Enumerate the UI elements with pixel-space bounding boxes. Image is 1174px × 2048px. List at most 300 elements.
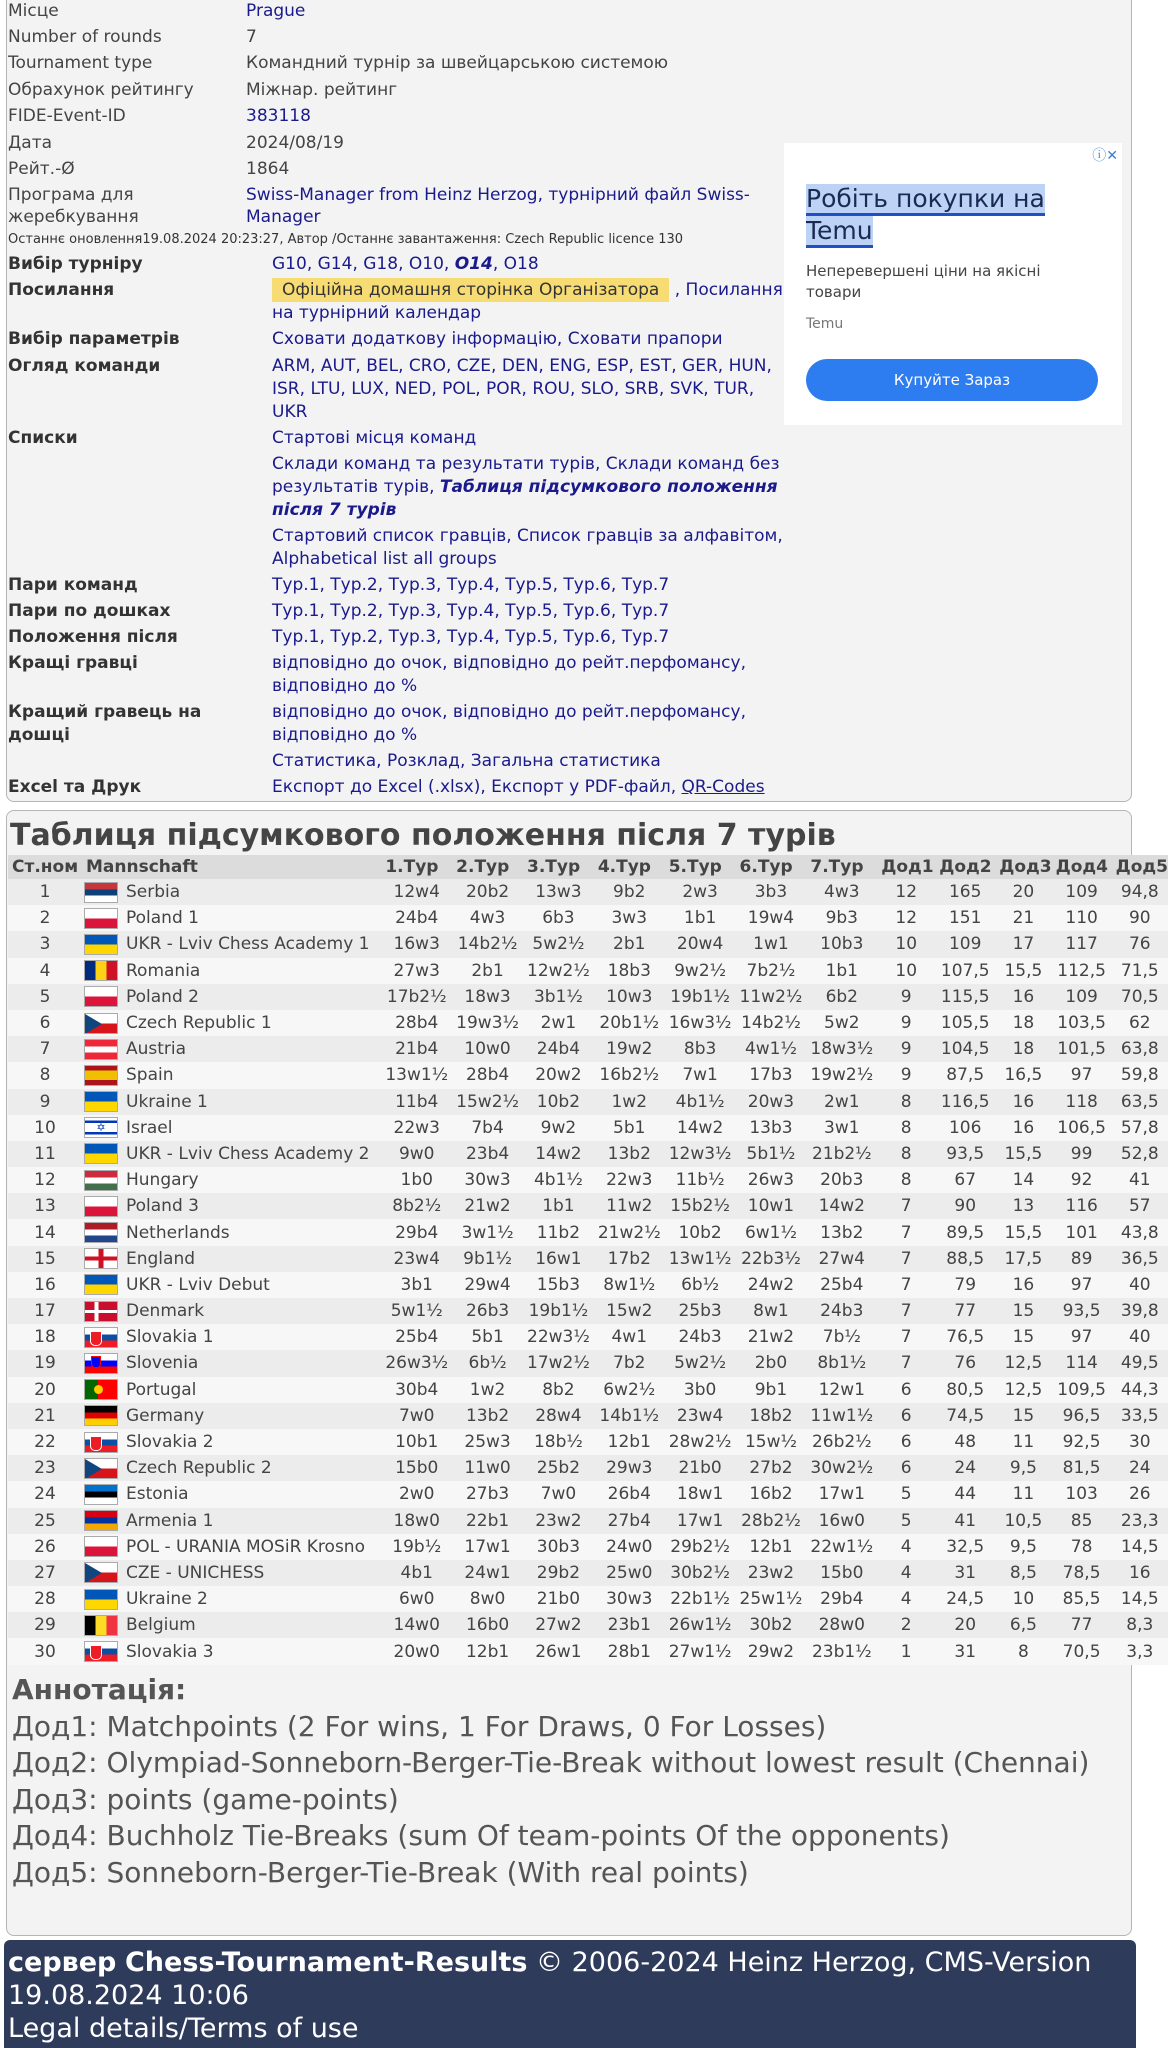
table-cell: 17b2 [594,1246,665,1272]
table-cell: 24 [1112,1455,1168,1481]
table-cell: 28b4 [381,1010,452,1036]
team-link-ger[interactable]: GER [682,356,718,376]
table-cell: 71,5 [1112,958,1168,984]
team-name-link[interactable]: England [122,1246,381,1272]
table-cell: 31 [935,1638,995,1664]
tournament-link-g10[interactable]: G10 [272,254,307,274]
info-key: Рейт.-Ø [8,159,75,179]
alphabetical-player-list-link[interactable]: Список гравців за алфавітом [517,526,778,546]
table-cell: 11 [8,1141,82,1167]
ad-banner[interactable] [784,143,1122,425]
table-cell: 18b2 [736,1403,807,1429]
team-name-link[interactable]: Israel [122,1115,381,1141]
team-name-link[interactable]: Spain [122,1062,381,1088]
table-cell: 3w1 [806,1115,877,1141]
table-cell: 16w0 [806,1508,877,1534]
flag-cell [82,1062,122,1088]
round-link-5[interactable]: Тур.5 [505,601,553,621]
table-cell: 8 [877,1089,935,1115]
table-cell: 10w3 [594,984,665,1010]
table-cell: 13b2 [806,1219,877,1245]
alphabetical-all-groups-link[interactable]: Alphabetical list all groups [272,549,497,569]
team-name-link[interactable]: Poland 2 [122,984,381,1010]
table-cell: 4 [8,958,82,984]
table-cell: 4b1½ [665,1089,736,1115]
table-cell: 16b2 [736,1481,807,1507]
round-link-1[interactable]: Тур.1 [272,627,320,647]
table-cell: 9w2½ [665,958,736,984]
excel-export-link[interactable]: Експорт до Excel (.xlsx) [272,777,481,797]
table-cell: 76 [1112,931,1168,957]
team-link-lux[interactable]: LUX [351,379,384,399]
team-link-arm[interactable]: ARM [272,356,311,376]
column-header: 4.Тур [594,855,665,879]
table-cell: 11 [995,1481,1051,1507]
fide-event-link[interactable]: 383118 [246,106,311,126]
table-cell: 16w1 [523,1246,594,1272]
table-cell: 9 [877,1010,935,1036]
board-by-points-link[interactable]: відповідно до очок [272,702,443,722]
table-cell: 78 [1052,1534,1112,1560]
team-name-link[interactable]: Belgium [122,1612,381,1638]
flag-cell [82,1508,122,1534]
table-cell: 18b½ [523,1429,594,1455]
table-cell: 4w1½ [736,1036,807,1062]
flag-cell [82,1455,122,1481]
team-link-por[interactable]: POR [486,379,522,399]
team-name-link[interactable]: UKR - Lviv Chess Academy 1 [122,931,381,957]
table-cell: 20b3 [806,1167,877,1193]
table-cell: 10 [877,931,935,957]
update-note: Останнє оновлення19.08.2024 20:23:27, Автор /Останнє завантаження: Czech Republic licence 130 [8,232,684,247]
table-cell: 77 [1052,1612,1112,1638]
table-cell: 14w2 [523,1141,594,1167]
round-link-5[interactable]: Тур.5 [505,575,553,595]
ad-info-close-icon[interactable]: ⓘ✕ [1092,148,1118,164]
team-name-link[interactable]: Armenia 1 [122,1508,381,1534]
table-row [8,1089,1168,1115]
team-name-link[interactable]: UKR - Lviv Chess Academy 2 [122,1141,381,1167]
column-header: Дод1 [877,855,935,879]
table-cell: 18w1 [665,1481,736,1507]
table-cell: 28w4 [523,1403,594,1429]
table-cell: 5b1 [594,1115,665,1141]
table-cell: 11w2 [594,1193,665,1219]
table-cell: 90 [1112,905,1168,931]
table-cell: 10b2 [523,1089,594,1115]
flag-esp-icon [84,1065,118,1086]
table-cell: 16 [995,1115,1051,1141]
board-by-percent-link[interactable]: відповідно до % [272,725,418,745]
table-cell: 6 [877,1455,935,1481]
table-cell: 10b2 [665,1219,736,1245]
table-cell: 16w3½ [665,1010,736,1036]
row-label: Списки [8,428,78,448]
hide-info-link[interactable]: Сховати додаткову інформацію [272,329,557,349]
team-name-link[interactable]: Slovakia 3 [122,1638,381,1664]
tournament-link-o18[interactable]: O18 [503,254,539,274]
round-link-1[interactable]: Тур.1 [272,601,320,621]
round-link-3[interactable]: Тур.3 [388,627,437,647]
table-cell: 97 [1052,1324,1112,1350]
flag-pol-icon [84,986,118,1007]
flag-est-icon [84,1484,118,1505]
table-cell: 24b4 [523,1036,594,1062]
organizer-homepage-link[interactable]: Офіційна домашня сторінка Організатора [272,278,669,302]
table-cell: 93,5 [935,1141,995,1167]
round-link-4[interactable]: Тур.4 [446,627,495,647]
team-name-link[interactable]: Hungary [122,1167,381,1193]
table-cell: 16 [995,1089,1051,1115]
table-cell: 11b4 [381,1089,452,1115]
table-cell: 52,8 [1112,1141,1168,1167]
team-name-link[interactable]: UKR - Lviv Debut [122,1272,381,1298]
team-name-link[interactable]: Czech Republic 2 [122,1455,381,1481]
table-row [8,905,1168,931]
round-link-7[interactable]: Тур.7 [621,601,670,621]
table-cell: 105,5 [935,1010,995,1036]
table-cell: 17,5 [995,1246,1051,1272]
table-cell: 19w4 [736,905,807,931]
team-link-cze[interactable]: CZE [456,356,492,376]
flag-cell [82,1429,122,1455]
program-file-link[interactable]: , турнірний файл Swiss-Manager [246,185,750,227]
table-row [8,1193,1168,1219]
table-cell: 12w4 [381,879,452,905]
table-cell: 24w1 [452,1560,523,1586]
flag-pol-icon [84,1536,118,1557]
team-name-link[interactable]: Slovenia [122,1350,381,1376]
flag-cell [82,1219,122,1245]
flag-cze-icon [84,1458,118,1479]
starting-list-link[interactable]: Стартовий список гравців [272,526,507,546]
lists-value: Склади команд та результати турів, Склади команд без результатів турів, Таблиця підсумкового положення після 7 турів [272,454,780,520]
footer [4,1940,1136,2048]
table-cell: 8 [877,1115,935,1141]
table-cell: 7b2 [594,1350,665,1376]
round-link-4[interactable]: Тур.4 [446,601,495,621]
round-link-3[interactable]: Тур.3 [388,601,437,621]
table-cell: 21w2 [736,1324,807,1350]
round-link-2[interactable]: Тур.2 [330,627,378,647]
team-link-est[interactable]: EST [639,356,672,376]
table-cell: 6 [877,1403,935,1429]
annotation-title: Аннотація: [12,1673,187,1706]
table-cell: 44,3 [1112,1377,1168,1403]
table-cell: 19w2 [594,1036,665,1062]
table-cell: 3w3 [594,905,665,931]
table-cell: 12w3½ [665,1141,736,1167]
flag-rou-icon [84,960,118,981]
ad-shop-button[interactable]: Купуйте Зараз [806,359,1098,401]
table-cell: 6b2 [806,984,877,1010]
flag-ukr-icon [84,1091,118,1112]
table-row [8,1586,1168,1612]
info-key: Обрахунок рейтингу [8,80,194,100]
table-cell: 9 [877,984,935,1010]
team-name-link[interactable]: POL - URANIA MOSiR Krosno [122,1534,381,1560]
table-cell: 7w1 [665,1062,736,1088]
team-name-link[interactable]: Ukraine 1 [122,1089,381,1115]
best-players-links: відповідно до очок, відповідно до рейт.перфомансу, відповідно до % [272,653,746,696]
final-ranking-table [8,855,1168,1665]
round-link-2[interactable]: Тур.2 [330,575,378,595]
table-cell: 12,5 [995,1377,1051,1403]
round-link-2[interactable]: Тур.2 [330,601,378,621]
team-link-cro[interactable]: CRO [408,356,446,376]
table-cell: 7 [877,1246,935,1272]
table-cell: 9w2 [523,1115,594,1141]
team-link-tur[interactable]: TUR [714,379,749,399]
team-compositions-no-results-link[interactable]: Склади команд без результатів турів [272,454,780,497]
annotation-line: Дод2: Olympiad-Sonneborn-Berger-Tie-Break without lowest result (Chennai) [12,1746,1090,1779]
team-compositions-link[interactable]: Склади команд та результати турів [272,454,595,474]
table-row [8,1167,1168,1193]
team-link-aut[interactable]: AUT [320,356,356,376]
round-link-5[interactable]: Тур.5 [505,627,553,647]
table-cell: 70,5 [1112,984,1168,1010]
team-link-pol[interactable]: POL [442,379,476,399]
table-cell: 17 [8,1298,82,1324]
export-links: Експорт до Excel (.xlsx), Експорт у PDF-файл, QR-Codes [272,777,765,797]
table-row [8,879,1168,905]
ad-description: Неперевершені ціни на якісні товари [806,262,1041,301]
table-cell: 8b3 [665,1036,736,1062]
team-name-link[interactable]: Slovakia 2 [122,1429,381,1455]
table-cell: 9w0 [381,1141,452,1167]
team-link-ned[interactable]: NED [394,379,432,399]
table-cell: 13w3 [523,879,594,905]
overall-statistics-link[interactable]: Загальна статистика [470,751,661,771]
round-link-1[interactable]: Тур.1 [272,575,320,595]
by-performance-link[interactable]: відповідно до рейт.перфомансу [452,653,741,673]
table-cell: 116,5 [935,1089,995,1115]
table-cell: 21w2½ [594,1219,665,1245]
team-link-ltu[interactable]: LTU [310,379,341,399]
table-cell: 31 [935,1560,995,1586]
team-name-link[interactable]: Poland 3 [122,1193,381,1219]
round-link-3[interactable]: Тур.3 [388,575,437,595]
team-link-srb[interactable]: SRB [624,379,659,399]
table-cell: 10 [995,1586,1051,1612]
flag-svk-icon [84,1641,118,1662]
table-row [8,1403,1168,1429]
by-points-link[interactable]: відповідно до очок [272,653,443,673]
table-cell: 8w1½ [594,1272,665,1298]
table-cell: 15w½ [736,1429,807,1455]
table-cell: 22w3 [381,1115,452,1141]
team-name-link[interactable]: Romania [122,958,381,984]
table-cell: 29 [8,1612,82,1638]
table-cell: 15b2½ [665,1193,736,1219]
team-link-esp[interactable]: ESP [596,356,629,376]
table-cell: 26w1 [523,1638,594,1664]
table-cell: 19 [8,1350,82,1376]
pdf-export-link[interactable]: Експорт у PDF-файл [491,777,671,797]
table-cell: 40 [1112,1324,1168,1350]
by-percent-link[interactable]: відповідно до % [272,676,418,696]
table-cell: 28b2½ [736,1508,807,1534]
ad-brand: Temu [806,316,844,332]
table-cell: 9 [877,1036,935,1062]
table-cell: 6w1½ [736,1219,807,1245]
info-key: Number of rounds [8,27,162,47]
table-row [8,931,1168,957]
team-link-isr[interactable]: ISR [272,379,300,399]
table-cell: 27w3 [381,958,452,984]
swiss-manager-link[interactable]: Swiss-Manager from Heinz Herzog [246,185,538,205]
table-cell: 16 [995,1272,1051,1298]
table-row [8,1560,1168,1586]
team-link-eng[interactable]: ENG [549,356,586,376]
table-cell: 27w2 [523,1612,594,1638]
table-cell: 99 [1052,1141,1112,1167]
round-link-6[interactable]: Тур.6 [563,575,611,595]
table-cell: 20w3 [736,1089,807,1115]
table-cell: 2w1 [806,1089,877,1115]
table-cell: 1w2 [594,1089,665,1115]
table-cell: 16 [1112,1560,1168,1586]
table-row [8,1219,1168,1245]
column-header: Дод3 [995,855,1051,879]
table-cell: 101,5 [1052,1036,1112,1062]
table-cell: 17w1 [452,1534,523,1560]
table-cell: 22w3 [594,1167,665,1193]
table-cell: 40 [1112,1272,1168,1298]
tournament-links: G10, G14, G18, O10, O14, O18 [272,254,539,274]
table-row [8,984,1168,1010]
results-title: Таблиця підсумкового положення після 7 турів [10,818,836,853]
column-header: 5.Тур [665,855,736,879]
tournament-link-o10[interactable]: O10 [408,254,444,274]
team-name-link[interactable]: Denmark [122,1298,381,1324]
table-cell: 109 [1052,984,1112,1010]
table-cell: 20w4 [665,931,736,957]
table-cell: 5w2½ [665,1350,736,1376]
flag-cell [82,1272,122,1298]
table-cell: 16,5 [995,1062,1051,1088]
board-by-performance-link[interactable]: відповідно до рейт.перфомансу [452,702,741,722]
table-cell: 49,5 [1112,1350,1168,1376]
legal-link[interactable]: Legal details/Terms of use [8,2013,359,2044]
table-cell: 23w4 [381,1246,452,1272]
table-cell: 5 [8,984,82,1010]
table-cell: 2b0 [736,1350,807,1376]
table-cell: 97 [1052,1062,1112,1088]
table-cell: 9b1½ [452,1246,523,1272]
table-cell: 6b½ [452,1350,523,1376]
team-name-link[interactable]: Germany [122,1403,381,1429]
team-link-svk[interactable]: SVK [669,379,704,399]
table-cell: 8w1 [736,1298,807,1324]
tournament-link-g14[interactable]: G14 [317,254,353,274]
table-cell: 18w3½ [806,1036,877,1062]
start-ranks-link[interactable]: Стартові місця команд [272,428,477,448]
team-link-bel[interactable]: BEL [366,356,399,376]
table-cell: 29w4 [452,1272,523,1298]
team-link-ukr[interactable]: UKR [272,402,308,422]
location-link[interactable]: Prague [246,1,306,21]
table-cell: 2w0 [381,1481,452,1507]
annotation [12,1672,1122,1891]
table-cell: 13b2 [452,1403,523,1429]
table-cell: 19b1½ [523,1298,594,1324]
table-cell: 5b1½ [736,1141,807,1167]
table-cell: 106 [935,1115,995,1141]
table-row [8,1455,1168,1481]
statistics-link[interactable]: Статистика [272,751,377,771]
round-link-4[interactable]: Тур.4 [446,575,495,595]
team-link-rou[interactable]: ROU [532,379,570,399]
team-name-link[interactable]: Portugal [122,1377,381,1403]
team-name-link[interactable]: Netherlands [122,1219,381,1245]
round-link-6[interactable]: Тур.6 [563,601,611,621]
table-cell: 6 [877,1377,935,1403]
team-name-link[interactable]: Czech Republic 1 [122,1010,381,1036]
table-row [8,1115,1168,1141]
flag-ukr-icon [84,934,118,955]
team-name-link[interactable]: Slovakia 1 [122,1324,381,1350]
table-cell: 28b1 [594,1638,665,1664]
round-link-6[interactable]: Тур.6 [563,627,611,647]
table-cell: 4w3 [806,879,877,905]
table-cell: 23b1½ [806,1638,877,1664]
team-name-link[interactable]: CZE - UNICHESS [122,1560,381,1586]
round-link-7[interactable]: Тур.7 [621,575,670,595]
flag-ukr-icon [84,1143,118,1164]
table-cell: 89,5 [935,1219,995,1245]
table-cell: 18 [8,1324,82,1350]
table-cell: 25w0 [594,1560,665,1586]
table-cell: 41 [1112,1167,1168,1193]
table-header-row [8,855,1168,879]
schedule-link[interactable]: Розклад [386,751,460,771]
table-cell: 6b½ [665,1272,736,1298]
table-cell: 63,8 [1112,1036,1168,1062]
footer-brand-link[interactable]: Chess-Tournament-Results [124,1947,528,1978]
table-cell: 16w3 [381,931,452,957]
table-cell: 22b1 [452,1508,523,1534]
round-link-7[interactable]: Тур.7 [621,627,670,647]
table-row [8,1508,1168,1534]
table-cell: 22w1½ [806,1534,877,1560]
table-row [8,1272,1168,1298]
team-name-link[interactable]: Austria [122,1036,381,1062]
qr-codes-link[interactable]: QR-Codes [681,777,765,797]
ad-title: Робіть покупки на Temu [806,184,1045,245]
team-link-den[interactable]: DEN [501,356,539,376]
table-cell: 14 [8,1219,82,1245]
info-value: 2024/08/19 [246,133,344,153]
calendar-link[interactable]: Посилання на турнірний календар [272,280,783,323]
team-link-slo[interactable]: SLO [580,379,614,399]
tournament-link-g18[interactable]: G18 [363,254,399,274]
table-row [8,1036,1168,1062]
table-cell: 24w0 [594,1534,665,1560]
team-name-link[interactable]: Poland 1 [122,905,381,931]
table-cell: 7 [877,1219,935,1245]
table-cell: 14 [995,1167,1051,1193]
team-link-hun[interactable]: HUN [728,356,767,376]
table-cell: 17w2½ [523,1350,594,1376]
team-name-link[interactable]: Serbia [122,879,381,905]
team-name-link[interactable]: Estonia [122,1481,381,1507]
team-name-link[interactable]: Ukraine 2 [122,1586,381,1612]
table-cell: 109 [1052,879,1112,905]
table-cell: 103 [1052,1481,1112,1507]
hide-flags-link[interactable]: Сховати прапори [567,329,723,349]
flag-slo-icon [84,1353,118,1374]
